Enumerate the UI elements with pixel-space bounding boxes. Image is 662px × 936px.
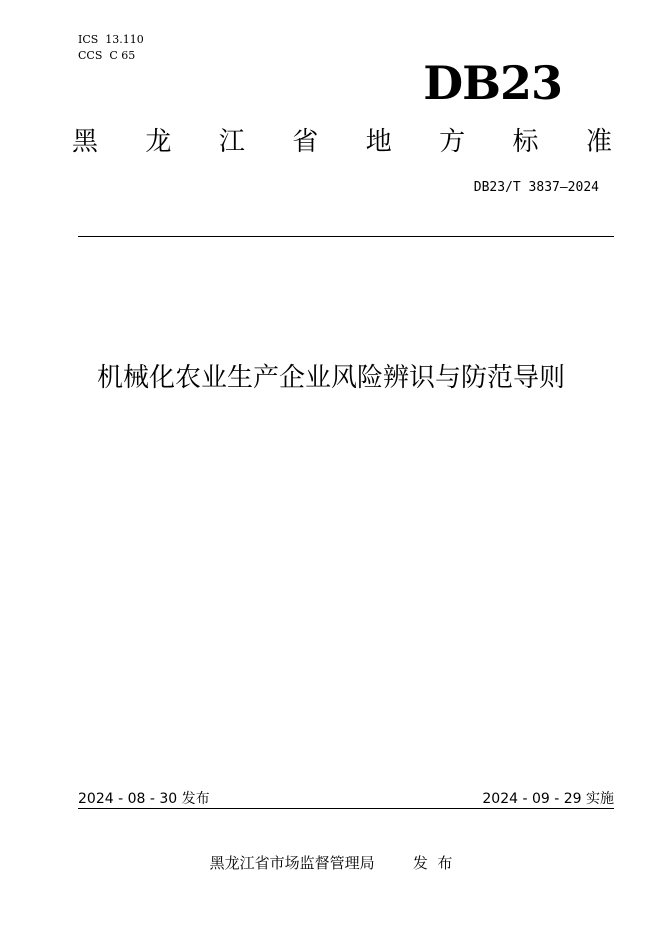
issuer-name: 黑龙江省市场监督管理局: [209, 854, 375, 872]
ics-code: ICS 13.110: [78, 33, 144, 46]
bottom-divider: [78, 808, 614, 809]
issuer-line: [0, 852, 662, 873]
effective-date: 2024 - 09 - 29 实施: [482, 791, 614, 807]
standard-type-char: 龙: [145, 127, 172, 157]
standard-type-char: 江: [218, 127, 245, 157]
standard-type-heading: [72, 124, 612, 160]
standard-type-char: 方: [439, 127, 466, 157]
top-divider: [78, 236, 614, 237]
issue-label: 发 布: [412, 854, 453, 872]
standard-type-char: 地: [365, 127, 392, 157]
standard-type-char: 标: [512, 127, 539, 157]
ccs-code: CCS C 65: [78, 49, 136, 62]
classification-codes: [78, 32, 144, 64]
standard-number: DB23/T 3837—2024: [473, 180, 599, 195]
standard-type-char: 黑: [72, 127, 99, 157]
db23-logo: DB23: [423, 56, 562, 110]
publish-date: 2024 - 08 - 30 发布: [78, 791, 210, 807]
standard-type-char: 省: [292, 127, 319, 157]
document-title: 机械化农业生产企业风险辨识与防范导则: [96, 363, 565, 393]
standard-type-char: 准: [585, 127, 612, 157]
